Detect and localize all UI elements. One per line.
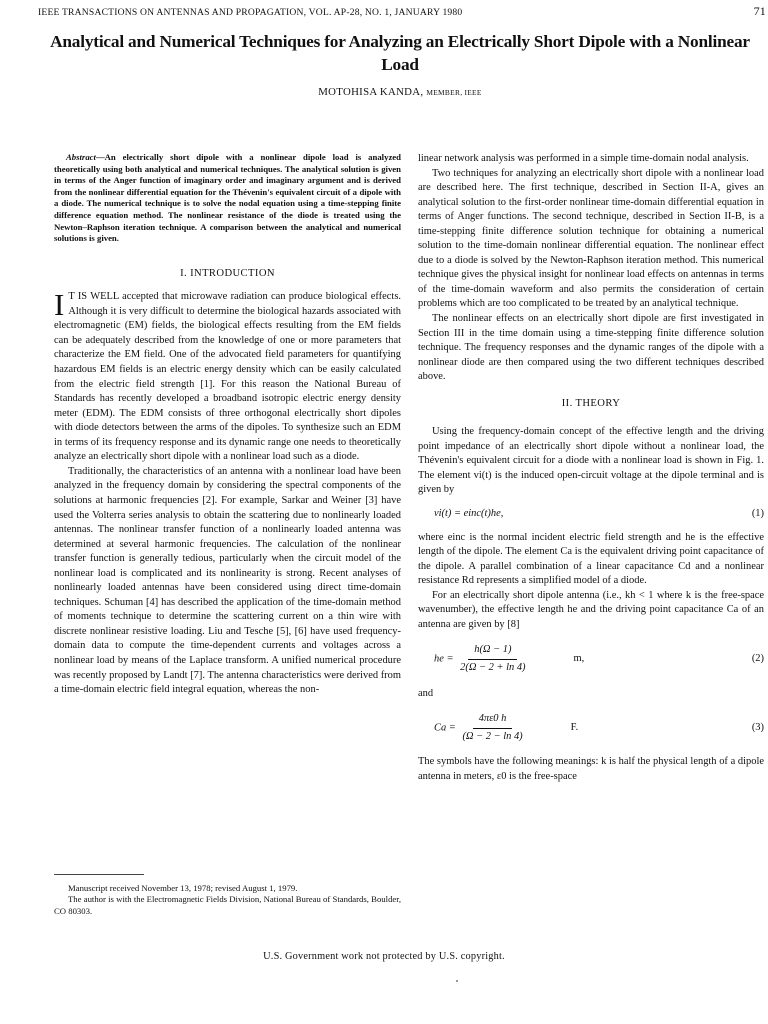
theory-paragraph-2: where einc is the normal incident electric field strength and he is the effective length of the dipole. The element Ca is the equivalent driving point capacitance of the dipole. A parallel combination of a linear capacitance Cd and a nonlinear resistance Rd represents a simplified model of a diode. — [418, 531, 764, 587]
footnote-manuscript: Manuscript received November 13, 1978; revised August 1, 1979. — [68, 883, 298, 893]
section-heading-introduction: I. INTRODUCTION — [180, 267, 275, 279]
equation-3-denominator: (Ω − 2 − ln 4) — [462, 730, 523, 742]
connector-and: and — [418, 687, 434, 699]
footnote-rule — [54, 874, 144, 875]
right-paragraph-1: linear network analysis was performed in a simple time-domain nodal analysis. — [418, 153, 749, 164]
equation-3-number: (3) — [751, 721, 764, 733]
equation-2-denominator: 2(Ω − 2 + ln 4) — [460, 661, 526, 673]
footnote — [54, 883, 401, 917]
equation-1-number: (1) — [751, 508, 764, 520]
equation-3-body — [418, 712, 527, 744]
equation-2-numerator: h(Ω − 1) — [468, 643, 517, 660]
equation-3 — [418, 712, 764, 744]
right-paragraph-2: Two techniques for analyzing an electrically short dipole with a nonlinear load are described here. The first technique, described in Section II-A, gives an analytical solution to the first-order nonlinear time-domain differential equation in terms of Anger functions. The second technique, described in Section II-B, is a time-stepping finite difference solution technique for obtaining a numerical solution to the time-domain nonlinear differential equation. The nonlinear effect due to a diode is solved by the Newton-Raphson iteration method. This numerical technique gives the physical insight for nonlinear load effects on antennas in terms of the time-domain waveform and also permits the consideration of certain problems which are too complicated to be treated by an analytical technique. — [418, 167, 764, 310]
author-name: MOTOHISA KANDA, — [318, 86, 424, 98]
theory-paragraph-1: Using the frequency-domain concept of the effective length and the driving point impedance of an electrically short dipole without a nonlinear load, the Thévenin's equivalent circuit for a diode with a nonlinear load is shown in Fig. 1. The element vi(t) is the induced open-circuit voltage at the dipole terminal and is given by — [418, 426, 764, 496]
abstract-text: —An electrically short dipole with a nonlinear dipole load is analyzed theoretically using both analytical and numerical techniques. The analytical solution is given in terms of the Anger function of imaginary order and imaginary argument and is derived from the nonlinear differential equation for the Thévenin's equivalent circuit of a dipole with a diode. The numerical technique is to solve the nodal equation using a time-stepping finite difference equation method. The nonlinear resistance of the diode is treated using the Newton–Raphson iteration technique. A comparison between the analytical and numerical solutions is given. — [54, 152, 401, 244]
intro-paragraph-2: Traditionally, the characteristics of an antenna with a nonlinear load have been analyzed in the frequency domain by considering the spectral components of the solutions at harmonic frequencies [2]. For example, Sarkar and Weiner [3] have used the Volterra series analysis to obtain the scattering due to nonlinearly loaded antennas. The nonlinear transfer function of a nonlinearly loaded antenna was determined at several harmonic frequencies. The calculation of the nonlinear transfer function is generally tedious, particularly when the circuit model of the nonlinear load is complicated and its nonlinearity is strong. Recent analyses of nonlinearly loaded antennas have been considered using direct time-domain techniques. Schuman [4] has described the application of the time-domain method of moments technique to determine the scattering current on a thin wire with discrete nonlinear resistive loading. Liu and Tesche [5], [6] have used frequency-domain data to compute the time-dependent currents and voltages across a nonlinear load by means of the Laplace transform. A unified numerical procedure was recently proposed by Landt [7]. The antenna characteristics were derived from a time-domain electric field integral equation, whereas the non- — [54, 465, 401, 696]
journal-citation: IEEE TRANSACTIONS ON ANTENNAS AND PROPAGATION, VOL. AP-28, NO. 1, JANUARY 1980 — [38, 7, 463, 18]
equation-2-number: (2) — [751, 653, 764, 665]
scan-speck — [456, 980, 458, 982]
left-column — [54, 152, 401, 698]
right-paragraph-3: The nonlinear effects on an electrically short dipole are first investigated in Section III in the time domain using a time-stepping finite difference solution technique. The frequency responses and the dynamic ranges of the dipole with a nonlinear diode are then compared using the two different techniques described above. — [418, 313, 764, 383]
page-number: 71 — [753, 4, 766, 18]
equation-2 — [418, 643, 764, 675]
equation-2-fraction — [460, 643, 525, 675]
abstract — [54, 152, 401, 245]
paper-title: Analytical and Numerical Techniques for Analyzing an Electrically Short Dipole with a Nonlinear Load — [50, 32, 750, 74]
equation-3-unit: F. — [570, 721, 579, 733]
equation-1 — [418, 507, 764, 522]
section-heading-theory: II. THEORY — [561, 397, 621, 409]
running-head — [38, 4, 766, 19]
equation-2-unit: m, — [573, 653, 585, 665]
equation-3-fraction — [462, 712, 522, 744]
theory-paragraph-3: For an electrically short dipole antenna (i.e., kh < 1 where k is the free-space wavenumber), the effective length he and the driving point capacitance Ca of an antenna are given by [8] — [418, 589, 764, 630]
abstract-lead: Abstract — [66, 152, 96, 162]
equation-1-body: vi(t) = einc(t)he, — [434, 508, 504, 520]
equation-3-lhs: Ca = — [434, 722, 456, 734]
theory-paragraph-4: The symbols have the following meanings: k is half the physical length of a dipole antenna in meters, ε0 is the free-space — [418, 756, 764, 782]
author-membership: MEMBER, IEEE — [426, 88, 482, 97]
equation-2-lhs: he = — [434, 653, 454, 665]
right-column — [418, 152, 764, 784]
intro-paragraph-1 — [54, 287, 401, 465]
equation-3-numerator: 4πε0 h — [473, 712, 513, 729]
drop-cap: I — [54, 287, 65, 323]
copyright-notice: U.S. Government work not protected by U.S. copyright. — [263, 951, 505, 962]
author-line — [40, 86, 760, 98]
footnote-affiliation: The author is with the Electromagnetic Fields Division, National Bureau of Standards, Boulder, CO 80303. — [54, 894, 401, 916]
equation-2-body — [418, 643, 530, 675]
intro-paragraph-1-text: T IS WELL accepted that microwave radiation can produce biological effects. Although it is very difficult to determine the biological hazards associated with electromagnetic (EM) fields, the biological effects resulting from the EM fields can be adequately described from the knowledge of one or more parameters that characterize the EM field. One of the advocated field parameters for quantifying hazardous EM fields is an electric energy density which can be easily calculated from the electric field strength [1]. For this reason the National Bureau of Standards has recently developed a broadband isotropic electric energy density meter (EDM). The EDM consists of three orthogonal electrically short dipoles with diode detectors between the arms of the dipoles. To synthesize such an EDM in terms of its frequency response and its dynamic range one needs to theoretically analyze an electrically short dipole with a nonlinear load such as a diode. — [54, 291, 401, 463]
title-block — [40, 30, 760, 98]
